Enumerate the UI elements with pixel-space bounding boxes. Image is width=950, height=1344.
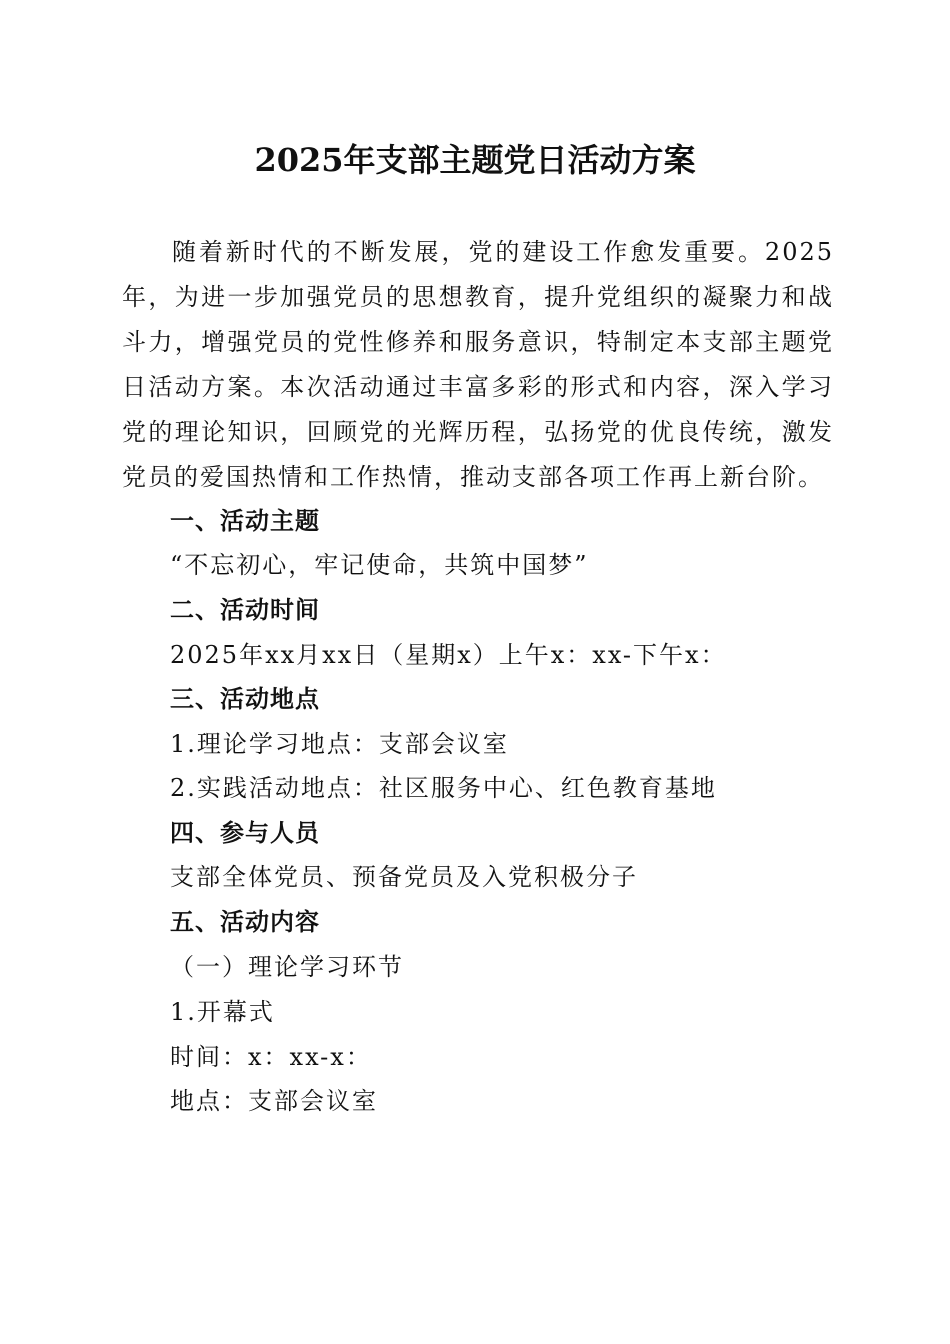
place-item-2: 2.实践活动地点：社区服务中心、红色教育基地 — [170, 774, 717, 802]
theme-text: “不忘初心，牢记使命，共筑中国梦” — [170, 551, 589, 579]
section-heading-place: 三、活动地点 — [170, 685, 320, 713]
content-item-1-place: 地点：支部会议室 — [170, 1087, 378, 1115]
section-heading-people: 四、参与人员 — [170, 819, 320, 847]
content-item-1-time: 时间：x：xx-x： — [170, 1043, 372, 1071]
section-heading-content: 五、活动内容 — [170, 908, 320, 936]
document-title: 2025年支部主题党日活动方案 — [254, 141, 696, 179]
time-text: 2025年xx月xx日（星期x）上午x：xx-下午x： — [170, 641, 727, 669]
place-item-1: 1.理论学习地点：支部会议室 — [170, 730, 509, 758]
intro-paragraph: 随着新时代的不断发展，党的建设工作愈发重要。2025年，为进一步加强党员的思想教育，提升党组织的凝聚力和战斗力，增强党员的党性修养和服务意识，特制定本支部主题党日活动方案。本次活动通过丰富多彩的形式和内容，深入学习党的理论知识，回顾党的光辉历程，弘扬党的优良传统，激发党员的爱国热情和工作热情，推动支部各项工作再上新台阶。 — [122, 238, 834, 491]
section-heading-theme: 一、活动主题 — [170, 507, 320, 535]
content-subheading-1: （一）理论学习环节 — [170, 953, 404, 981]
section-heading-time: 二、活动时间 — [170, 596, 320, 624]
content-item-1: 1.开幕式 — [170, 998, 275, 1026]
people-text: 支部全体党员、预备党员及入党积极分子 — [170, 863, 638, 891]
